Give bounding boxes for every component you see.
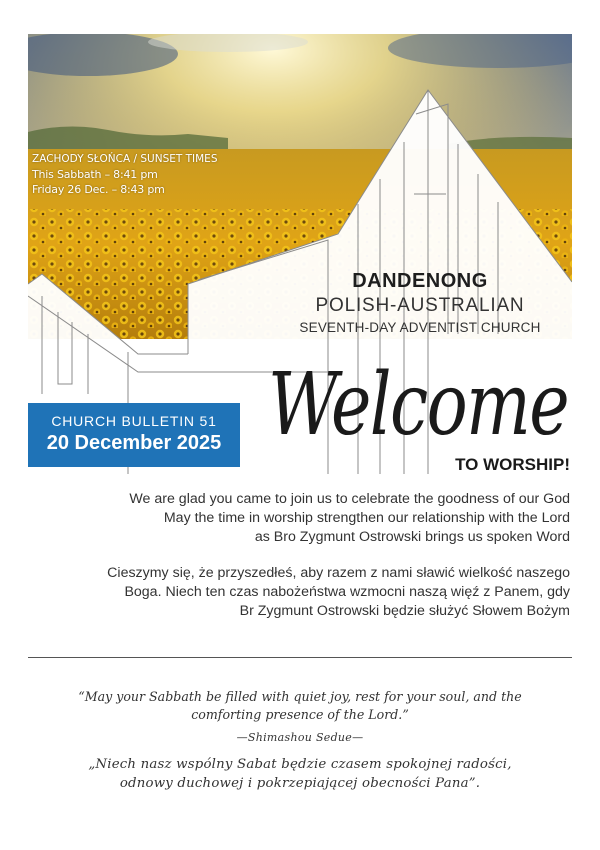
- intro-pl-line: Br Zygmunt Ostrowski będzie służyć Słowem Bożym: [239, 603, 570, 619]
- church-name-line2: POLISH-AUSTRALIAN: [315, 295, 525, 316]
- quote-pl-line: odnowy duchowej i pokrzepiającej obecności Pana”.: [119, 776, 481, 791]
- bulletin-label: CHURCH BULLETIN 51: [51, 413, 217, 429]
- quote-pl-line: „Niech nasz wspólny Sabat będzie czasem spokojnej radości,: [88, 757, 512, 772]
- intro-en-line: May the time in worship strengthen our relationship with the Lord: [163, 510, 570, 526]
- quote-en-line: comforting presence of the Lord.”: [191, 707, 409, 722]
- sunset-times-header: ZACHODY SŁOŃCA / SUNSET TIMES: [32, 153, 218, 165]
- welcome-subtitle: TO WORSHIP!: [455, 455, 570, 474]
- welcome-script-text: Welcome: [268, 355, 568, 455]
- intro-english: [30, 490, 570, 547]
- intro-polish: [30, 564, 570, 621]
- intro-en-line: We are glad you came to join us to celebrate the goodness of our God: [129, 491, 570, 507]
- bulletin-date: 20 December 2025: [46, 432, 222, 454]
- sunset-this-sabbath: This Sabbath – 8:41 pm: [32, 168, 158, 181]
- church-name-line1: DANDENONG: [352, 270, 488, 292]
- quote-english: [30, 688, 570, 724]
- church-name-line3: SEVENTH-DAY ADVENTIST CHURCH: [299, 320, 541, 335]
- intro-en-line: as Bro Zygmunt Ostrowski brings us spoken Word: [254, 529, 570, 545]
- sunset-times: [32, 152, 217, 197]
- quote-author: —Shimashou Sedue—: [236, 731, 364, 744]
- bulletin-box: [28, 403, 240, 467]
- welcome-script-heading: [262, 346, 582, 456]
- quote-en-line: “May your Sabbath be filled with quiet joy, rest for your soul, and the: [78, 689, 522, 704]
- intro-pl-line: Boga. Niech ten czas nabożeństwa wzmocni naszą więź z Panem, gdy: [124, 584, 570, 600]
- section-divider: [28, 657, 572, 658]
- quote-polish: [30, 755, 570, 793]
- intro-pl-line: Cieszymy się, że przyszedłeś, aby razem z nami sławić wielkość naszego: [107, 565, 570, 581]
- sunset-friday: Friday 26 Dec. – 8:43 pm: [32, 183, 165, 196]
